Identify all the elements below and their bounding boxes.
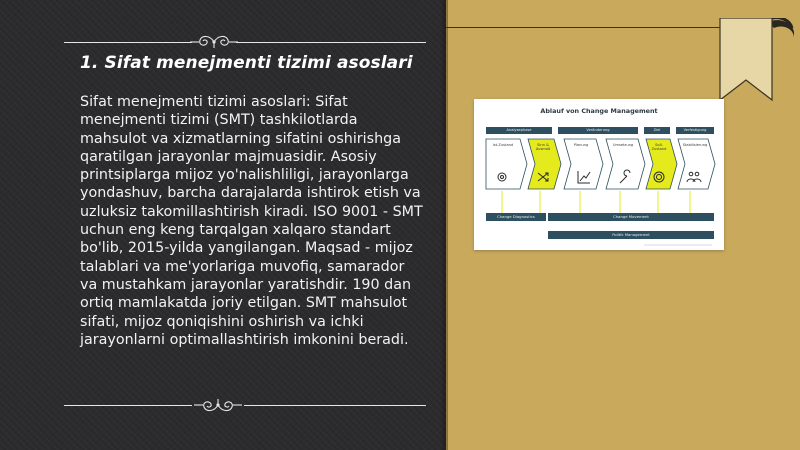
phase-label: Veränderung — [558, 127, 638, 134]
process-chevrons — [474, 99, 724, 250]
frame-bottom-right-line — [244, 405, 426, 406]
step-label: Sinn & Ausmaß — [535, 143, 551, 152]
diagram-bar: Change Movement — [548, 213, 714, 221]
top-flourish-icon — [188, 32, 240, 52]
panel-divider — [440, 0, 448, 450]
change-management-diagram — [474, 99, 724, 250]
frame-top-left-line — [64, 42, 192, 43]
step-label: Umsetzung — [612, 143, 634, 147]
phase-label: Analysephase — [486, 127, 552, 134]
step-label: Soll-Zustand — [651, 143, 667, 152]
slide-body-text: Sifat menejmenti tizimi asoslari: Sifat menejmenti tizimi (SMT) tashkilotlarda mahsulot va xizmatlarning sifatini oshirishga qaratilgan jarayonlar majmuasidir. Asosiy printsiplarga mijoz yo'nalishliligi, jarayonlarga yondashuv, barcha darajalarda ishtirok etish va uzluksiz takomillashtirish kiradi. ISO 9001 - SMT uchun eng keng tarqalgan xalqaro standart bo'lib, 2015-yilda yangilangan. Maqsad - mijoz talablari va me'yorlariga muvofiq, samarador va mustahkam jarayonlar yaratishdir. 190 dan ortiq mamlakatda joriy etilgan. SMT mahsulot sifati, mijoz qoniqishini oshirish va ichki jarayonlarni optimallashtirish imkonini beradi. — [80, 94, 423, 348]
slide-title: 1. Sifat menejmenti tizimi asoslari — [80, 53, 413, 73]
frame-bottom-left-line — [64, 405, 192, 406]
step-label: Ist-Zustand — [492, 143, 514, 147]
phase-label: Ziel — [644, 127, 670, 134]
bottom-flourish-icon — [192, 395, 244, 415]
bookmark-ribbon-icon — [716, 18, 796, 103]
phase-label: Verfestigung — [676, 127, 714, 134]
frame-top-right-line — [236, 42, 426, 43]
diagram-bar: Politik Management — [548, 231, 714, 239]
hanging-thread — [446, 27, 746, 28]
step-label: Planung — [573, 143, 589, 147]
diagram-title: Ablauf von Change Management — [540, 107, 658, 115]
step-label: Stabilisierung — [682, 143, 708, 147]
diagram-bar: Change Diagnostics — [486, 213, 546, 221]
